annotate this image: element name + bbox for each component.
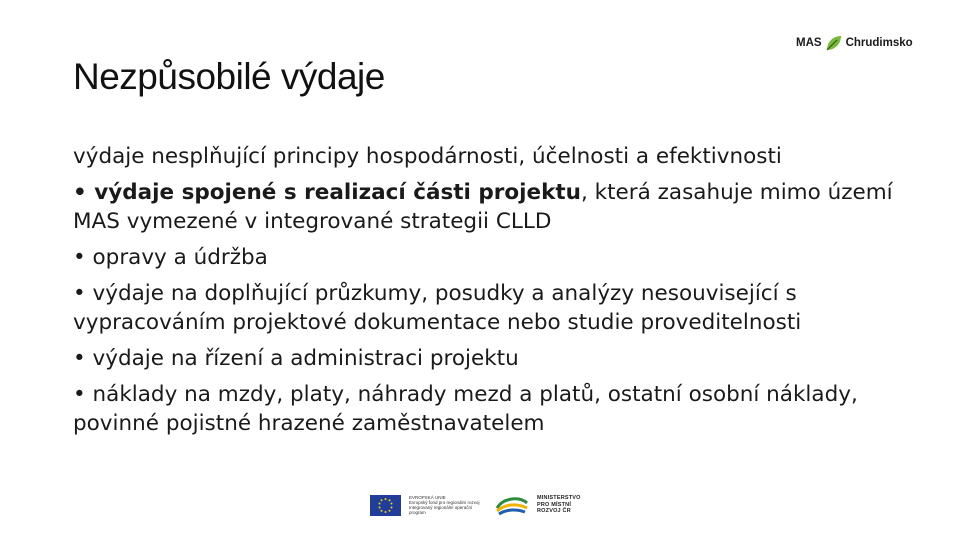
eu-text-line: Evropský fond pro regionální rozvoj — [409, 500, 480, 505]
item-text: • náklady na mzdy, platy, náhrady mezd a platů, ostatní osobní náklady, povinné pojistné hrazené zaměstnavatelem — [73, 382, 858, 436]
eu-flag-icon — [370, 495, 401, 516]
intro-paragraph: výdaje nesplňující principy hospodárnosti, účelnosti a efektivnosti — [73, 144, 782, 169]
list-item — [73, 279, 903, 337]
list-item — [73, 380, 903, 438]
logo-text-right: Chrudimsko — [845, 37, 913, 49]
item-text: • výdaje na doplňující průzkumy, posudky a analýzy nesouvisející s vypracováním projektové dokumentace nebo studie proveditelnosti — [73, 281, 802, 335]
logo-text-left: MAS — [796, 37, 822, 49]
content-body — [73, 142, 903, 445]
footer-logos — [370, 494, 581, 516]
eu-text-line: Integrovaný regionální operační program — [409, 505, 473, 515]
item-text: , která zasahuje mimo území MAS vymezené v integrované strategii CLLD — [73, 180, 893, 234]
leaf-icon — [824, 33, 844, 53]
item-bold-text: • výdaje spojené s realizací části projektu — [73, 180, 581, 205]
ministry-text — [537, 495, 581, 515]
list-item — [73, 178, 903, 236]
eu-program-text — [409, 495, 487, 515]
ministry-text-line: PRO MÍSTNÍ — [537, 501, 572, 508]
eu-text-line: EVROPSKÁ UNIE — [409, 495, 446, 500]
list-item — [73, 344, 903, 373]
item-text: • opravy a údržba — [73, 245, 268, 270]
irop-logo-icon — [495, 494, 529, 516]
mas-chrudimsko-logo — [796, 33, 913, 53]
item-text: • výdaje na řízení a administraci projektu — [73, 346, 519, 371]
page-title: Nezpůsobilé výdaje — [73, 56, 385, 97]
ministry-text-line: ROZVOJ ČR — [537, 508, 571, 515]
list-item — [73, 243, 903, 272]
ministry-text-line: MINISTERSTVO — [537, 495, 581, 502]
